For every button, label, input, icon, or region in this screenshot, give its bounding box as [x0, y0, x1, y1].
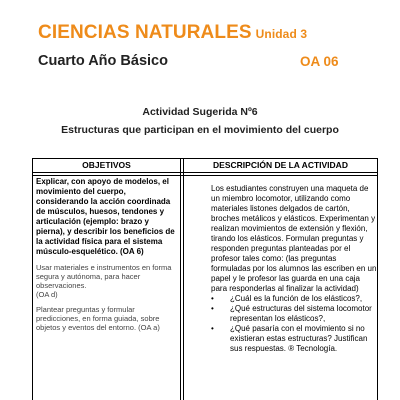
subject-title [38, 22, 378, 45]
table-header-row [33, 159, 377, 173]
header-double-line [33, 175, 377, 176]
question-list [211, 294, 377, 354]
oa-label: OA 06 [300, 54, 339, 69]
page-header [38, 22, 378, 73]
unit-label: Unidad 3 [255, 27, 308, 41]
objectives-header: OBJETIVOS [82, 160, 131, 170]
description-header: DESCRIPCIÓN DE LA ACTIVIDAD [213, 160, 348, 170]
list-item [211, 304, 377, 324]
subject-name: CIENCIAS NATURALES [38, 22, 252, 43]
activity-table [32, 158, 378, 400]
grade-row [38, 53, 378, 73]
question-text: ¿Cuál es la función de los elásticos?, [230, 294, 363, 303]
objective-note-d-text: Usar materiales e instrumentos en forma segura y autónoma, para hacer observaciones. (OA d) [36, 263, 172, 299]
list-item [211, 294, 377, 304]
activity-title: Actividad Sugerida Nº6 [142, 106, 258, 118]
activity-subtitle: Estructuras que participan en el movimiento del cuerpo [61, 124, 339, 136]
bullet-icon: • [211, 324, 214, 333]
bullet-icon: • [211, 304, 214, 313]
question-text: ¿Qué pasaría con el movimiento si no existieran estas estructuras? Justifican sus respuestas. ® Tecnología. [230, 324, 368, 353]
bullet-icon: • [211, 294, 214, 303]
objective-note-a: Plantear preguntas y formular predicciones, en forma guiada, sobre objetos y eventos del entorno. (OA a) [36, 305, 160, 332]
column-divider-inner [183, 159, 184, 400]
column-divider [180, 159, 181, 400]
description-cell [211, 184, 377, 354]
list-item [211, 324, 377, 354]
grade-label: Cuarto Año Básico [38, 53, 168, 69]
objectives-cell [36, 177, 177, 332]
objective-note-d [36, 263, 177, 299]
question-text: ¿Qué estructuras del sistema locomotor representan los elásticos?, [230, 304, 372, 323]
description-intro: Los estudiantes construyen una maqueta de un miembro locomotor, utilizando como materiales listones delgados de cartón, broches metálicos y elásticos. Experimentan y realizan movimientos de extensión y flexión, tirando los elásticos. Formulan preguntas y responden preguntas planteadas por el profesor tales como: (las preguntas formuladas por los alumnos las escriben en un papel y le profesor las guarda en una caja para responderlas al finalizar la actividad) [211, 184, 377, 293]
objective-main: Explicar, con apoyo de modelos, el movimiento del cuerpo, considerando la acción coordinada de músculos, huesos, tendones y articulación (ejemplo: brazo y pierna), y describir los beneficios de la actividad física para el sistema músculo-esquelético. (OA 6) [36, 177, 175, 256]
